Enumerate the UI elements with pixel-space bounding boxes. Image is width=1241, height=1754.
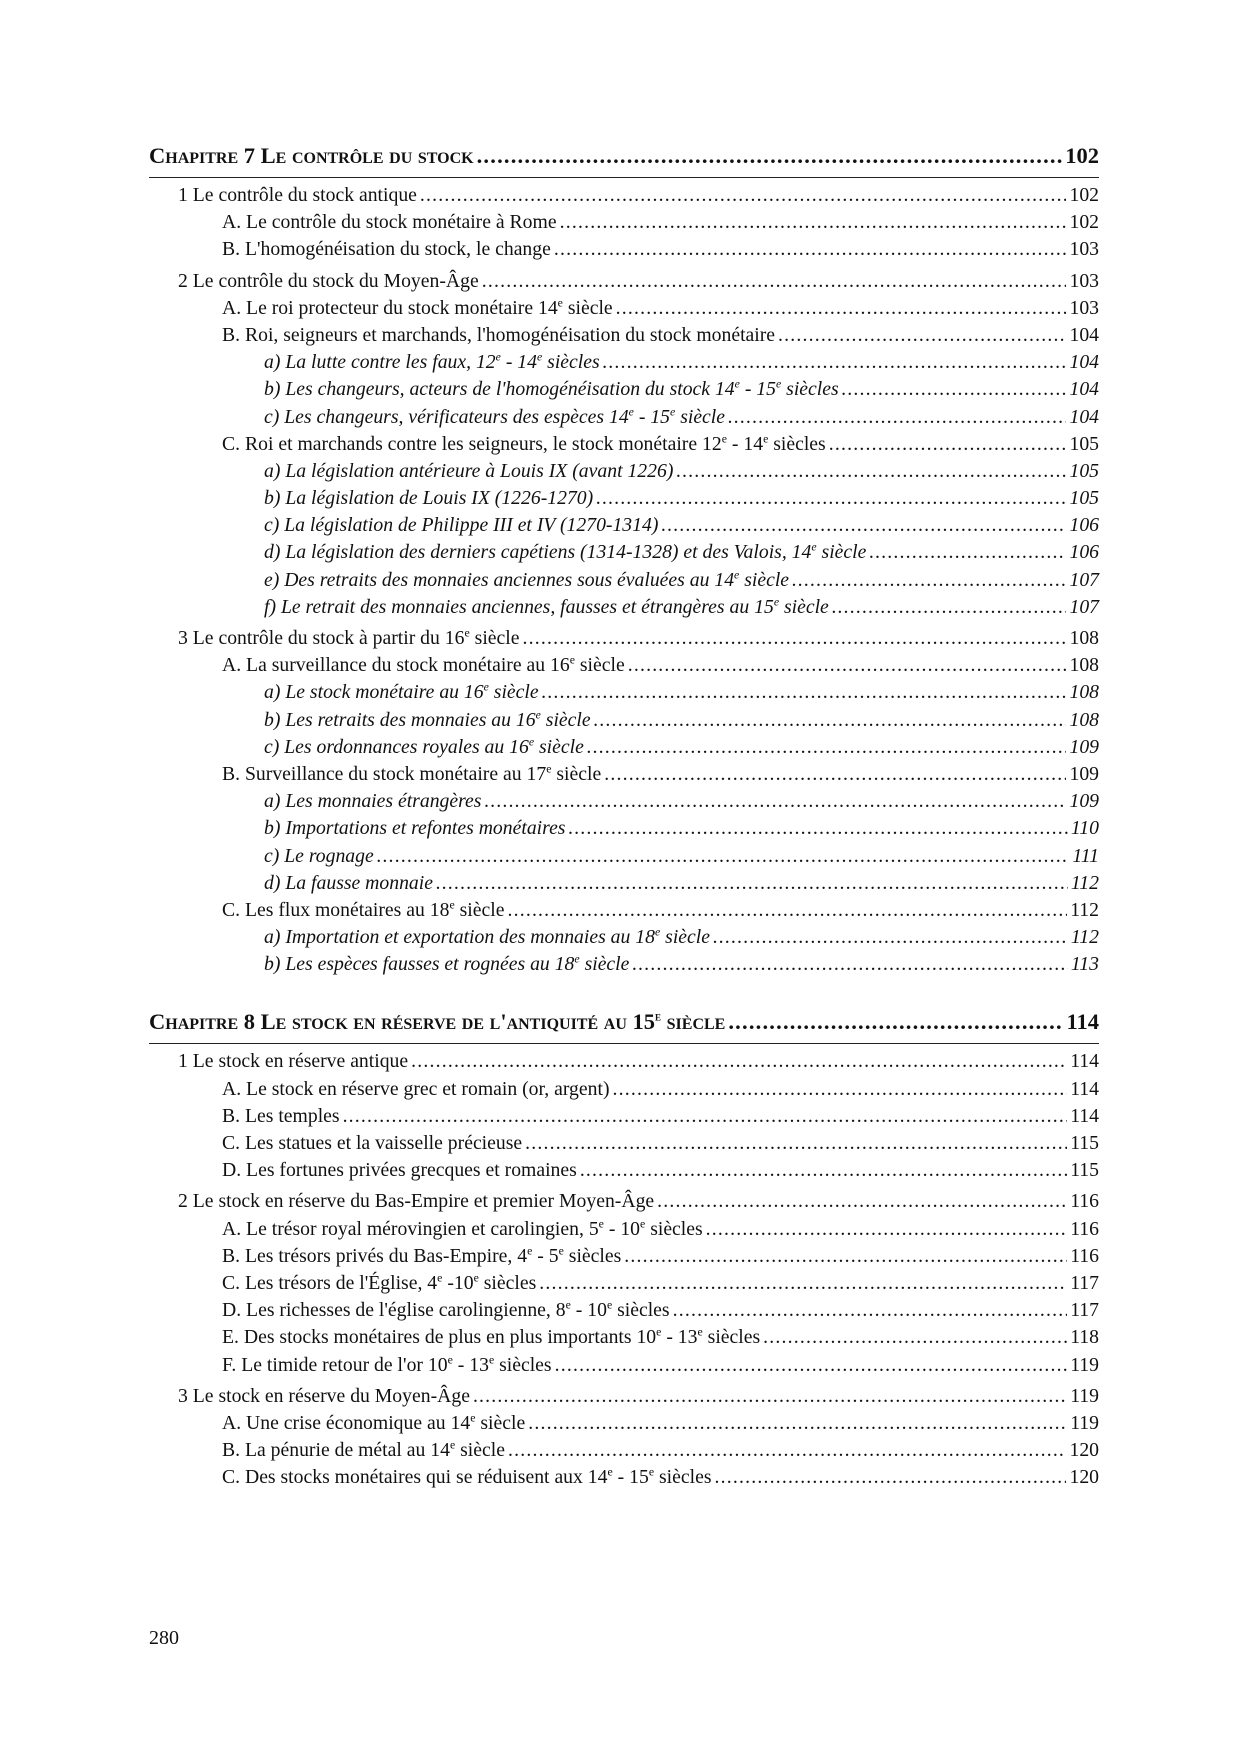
toc-entry-title: f) Le retrait des monnaies anciennes, fausses et étrangères au 15e siècle [264,594,829,618]
toc-subsection[interactable] [149,431,1099,458]
toc-entry-title: c) Les changeurs, vérificateurs des espèces 14e - 15e siècle [264,403,726,428]
toc-entry-title: d) La législation des derniers capétiens (1314-1328) et des Valois, 14e siècle [264,539,867,564]
toc-subsection[interactable] [149,1324,1099,1351]
toc-subsubsection[interactable] [149,788,1099,815]
dot-leader [778,322,1066,349]
toc-page-number: 108 [1069,654,1099,677]
toc-subsubsection[interactable] [149,734,1099,761]
toc-subsubsection[interactable] [149,843,1099,870]
toc-subsubsection[interactable] [149,458,1099,485]
toc-entry-title: b) La législation de Louis IX (1226-1270) [264,487,594,510]
toc-page-number: 116 [1070,1244,1099,1267]
toc-page-number: 119 [1070,1384,1099,1407]
page-number: 280 [149,1627,179,1649]
dot-leader [554,236,1067,263]
toc-page-number: 109 [1069,790,1099,813]
dot-leader [568,815,1067,842]
toc-page-number: 106 [1069,514,1099,537]
dot-leader [473,1383,1067,1410]
dot-leader [628,652,1067,679]
dot-leader [713,924,1068,951]
toc-section[interactable] [149,1048,1099,1075]
toc-page-number: 107 [1069,568,1099,591]
toc-entry-title: E. Des stocks monétaires de plus en plus importants 10e - 13e siècles [222,1324,761,1349]
toc-section[interactable] [149,182,1099,209]
dot-leader [613,1076,1068,1103]
toc-page-number: 112 [1070,871,1099,894]
toc-entry-title: A. Le contrôle du stock monétaire à Rome [222,211,557,234]
toc-page-number: 119 [1070,1411,1099,1434]
toc-entry-title: 3 Le contrôle du stock à partir du 16e siècle [178,625,520,649]
dot-leader [728,1009,1063,1035]
dot-leader [525,1130,1067,1157]
dot-leader [616,295,1067,322]
chapter-title: Chapitre 7 Le contrôle du stock [149,143,474,168]
toc-subsection[interactable] [149,295,1099,322]
toc-entry-title: B. L'homogénéisation du stock, le change [222,238,551,261]
dot-leader [580,1157,1067,1184]
dot-leader [657,1188,1067,1215]
dot-leader [603,349,1067,376]
toc-page-number: 104 [1069,323,1099,346]
dot-leader [842,376,1067,403]
toc-entry-title: 1 Le contrôle du stock antique [178,184,417,206]
toc-page-number: 103 [1069,238,1099,261]
toc-page-number: 107 [1069,595,1099,618]
toc-entry-title: A. Le stock en réserve grec et romain (or, argent) [222,1077,610,1100]
toc-entry-title: C. Les flux monétaires au 18e siècle [222,897,505,921]
dot-leader [343,1103,1068,1130]
toc-subsection[interactable] [149,897,1099,924]
toc-page-number: 108 [1069,681,1099,704]
toc-page-number: 110 [1070,817,1099,840]
toc-subsubsection[interactable] [149,539,1099,566]
dot-leader [829,431,1067,458]
toc-entry-title: e) Des retraits des monnaies anciennes sous évaluées au 14e siècle [264,567,790,591]
toc-subsection[interactable] [149,1270,1099,1297]
toc-subsubsection[interactable] [149,567,1099,594]
toc-entry-title: B. Les temples [222,1104,340,1127]
dot-leader [596,485,1066,512]
toc-page-number: 108 [1069,627,1099,649]
dot-leader [632,951,1068,978]
toc-entry-title: 1 Le stock en réserve antique [178,1050,409,1073]
dot-leader [560,209,1067,236]
toc-subsection[interactable] [149,236,1099,263]
toc-entry-title: c) Les ordonnances royales au 16e siècle [264,734,584,758]
toc-entry-title: d) La fausse monnaie [264,871,433,894]
toc-page-number: 105 [1069,459,1099,482]
toc-page-number: 102 [1069,184,1099,206]
dot-leader [477,143,1063,169]
toc-page-number: 112 [1070,926,1099,949]
toc-subsection[interactable] [149,1352,1099,1379]
toc-subsubsection[interactable] [149,815,1099,842]
toc-page-number: 119 [1070,1353,1099,1376]
chapter-heading[interactable] [149,143,1099,178]
dot-leader [706,1216,1068,1243]
dot-leader [714,1464,1066,1491]
toc-page-number: 118 [1070,1326,1099,1349]
toc-entry-title: B. Roi, seigneurs et marchands, l'homogénéisation du stock monétaire [222,323,776,346]
toc-entry-title: A. Le roi protecteur du stock monétaire 14e siècle [222,295,613,319]
toc-subsubsection[interactable] [149,376,1099,403]
toc-page-number: 112 [1070,898,1099,921]
dot-leader [763,1324,1067,1351]
dot-leader [594,707,1067,734]
toc-entry-title: b) Les retraits des monnaies au 16e siècle [264,707,591,731]
dot-leader [661,512,1066,539]
toc-page-number: 106 [1069,541,1099,564]
toc-subsubsection[interactable] [149,707,1099,734]
dot-leader [484,788,1066,815]
toc-page-number: 108 [1069,708,1099,731]
toc-entry-title: b) Les espèces fausses et rognées au 18e siècle [264,951,630,976]
toc-entry-title: c) Le rognage [264,844,374,867]
toc-entry-title: A. Le trésor royal mérovingien et carolingien, 5e - 10e siècles [222,1216,703,1240]
toc-entry-title: C. Roi et marchands contre les seigneurs, le stock monétaire 12e - 14e siècles [222,431,826,455]
chapter-title: Chapitre 8 Le stock en réserve de l'antiquité au 15e siècle [149,1008,726,1035]
toc-page-number: 111 [1072,844,1099,867]
dot-leader [420,182,1067,209]
toc-entry-title: 2 Le contrôle du stock du Moyen-Âge [178,269,479,292]
dot-leader [507,897,1067,924]
toc-subsection[interactable] [149,1157,1099,1184]
dot-leader [528,1410,1067,1437]
toc-entry-title: a) Importation et exportation des monnaies au 18e siècle [264,924,710,949]
toc-page-number: 120 [1069,1466,1099,1489]
toc-page-number: 115 [1070,1159,1099,1182]
toc-subsubsection[interactable] [149,870,1099,897]
toc-page-number: 116 [1070,1217,1099,1240]
toc-subsection[interactable] [149,209,1099,236]
toc-entry-title: A. La surveillance du stock monétaire au 16e siècle [222,652,625,677]
toc-entry-title: C. Les trésors de l'Église, 4e -10e siècles [222,1270,537,1294]
toc-entry-title: D. Les fortunes privées grecques et romaines [222,1159,577,1182]
toc-subsection[interactable] [149,1437,1099,1464]
dot-leader [411,1048,1067,1075]
toc-page-number: 104 [1069,378,1099,401]
toc-page-number: 105 [1069,487,1099,510]
dot-leader [508,1437,1067,1464]
toc-subsection[interactable] [149,1103,1099,1130]
dot-leader [587,734,1067,761]
toc-subsection[interactable] [149,1243,1099,1270]
toc-entry-title: a) Le stock monétaire au 16e siècle [264,679,539,704]
dot-leader [542,679,1067,706]
toc-subsection[interactable] [149,652,1099,679]
dot-leader [555,1352,1068,1379]
dot-leader [728,404,1066,431]
dot-leader [436,870,1068,897]
toc-page-number: 114 [1070,1104,1099,1127]
toc-subsubsection[interactable] [149,349,1099,376]
toc-entry-title: B. La pénurie de métal au 14e siècle [222,1437,505,1462]
toc-subsubsection[interactable] [149,679,1099,706]
toc-page-number: 104 [1069,351,1099,374]
toc-page-number: 114 [1070,1077,1099,1100]
toc-page-number: 117 [1070,1271,1099,1294]
dot-leader [377,843,1070,870]
toc-entry-title: F. Le timide retour de l'or 10e - 13e siècles [222,1351,552,1376]
dot-leader [522,625,1066,652]
toc-subsection[interactable] [149,1410,1099,1437]
toc-entry-title: A. Une crise économique au 14e siècle [222,1410,526,1434]
toc-page-number: 114 [1070,1050,1099,1073]
toc-entry-title: C. Des stocks monétaires qui se réduisent aux 14e - 15e siècles [222,1464,712,1489]
toc-entry-title: B. Surveillance du stock monétaire au 17e siècle [222,761,602,785]
table-of-contents [149,143,1099,1491]
dot-leader [792,567,1066,594]
toc-page-number: 116 [1070,1190,1099,1213]
toc-entry-title: c) La législation de Philippe III et IV (1270-1314) [264,514,659,537]
toc-entry-title: 2 Le stock en réserve du Bas-Empire et premier Moyen-Âge [178,1190,655,1213]
toc-entry-title: a) La lutte contre les faux, 12e - 14e siècles [264,349,600,374]
toc-entry-title: a) La législation antérieure à Louis IX (avant 1226) [264,459,674,482]
toc-entry-title: D. Les richesses de l'église carolingienne, 8e - 10e siècles [222,1297,670,1322]
dot-leader [604,761,1066,788]
toc-section[interactable] [149,1188,1099,1215]
toc-section[interactable] [149,1383,1099,1410]
toc-page-number: 109 [1069,762,1099,785]
toc-subsection[interactable] [149,1464,1099,1491]
toc-subsection[interactable] [149,761,1099,788]
toc-page-number: 109 [1069,735,1099,758]
chapter-heading[interactable] [149,1009,1099,1044]
toc-page-number: 103 [1069,296,1099,319]
dot-leader [676,458,1066,485]
dot-leader [832,594,1067,621]
toc-entry-title: a) Les monnaies étrangères [264,790,482,813]
toc-entry-title: C. Les statues et la vaisselle précieuse [222,1132,523,1154]
toc-subsubsection[interactable] [149,512,1099,539]
toc-page-number: 102 [1069,211,1099,234]
dot-leader [624,1243,1067,1270]
toc-page-number: 120 [1069,1439,1099,1462]
toc-subsubsection[interactable] [149,485,1099,512]
toc-entry-title: b) Importations et refontes monétaires [264,817,566,840]
toc-page-number: 113 [1070,953,1099,976]
toc-subsection[interactable] [149,1076,1099,1103]
toc-entry-title: 3 Le stock en réserve du Moyen-Âge [178,1384,470,1407]
toc-entry-title: b) Les changeurs, acteurs de l'homogénéisation du stock 14e - 15e siècles [264,376,839,401]
toc-subsubsection[interactable] [149,594,1099,621]
toc-section[interactable] [149,268,1099,295]
chapter-page-number: 102 [1065,143,1099,168]
toc-subsection[interactable] [149,322,1099,349]
toc-subsubsection[interactable] [149,924,1099,951]
chapter-page-number: 114 [1066,1009,1099,1035]
toc-page-number: 104 [1069,405,1099,428]
toc-subsection[interactable] [149,1297,1099,1324]
dot-leader [482,268,1067,295]
toc-subsubsection[interactable] [149,951,1099,978]
toc-section[interactable] [149,625,1099,652]
toc-page-number: 105 [1069,432,1099,455]
toc-entry-title: B. Les trésors privés du Bas-Empire, 4e - 5e siècles [222,1243,622,1267]
dot-leader [673,1297,1068,1324]
toc-page-number: 103 [1069,269,1099,292]
toc-subsection[interactable] [149,1130,1099,1157]
dot-leader [869,539,1066,566]
dot-leader [539,1270,1067,1297]
toc-subsection[interactable] [149,1216,1099,1243]
toc-page-number: 117 [1070,1299,1099,1322]
toc-subsubsection[interactable] [149,404,1099,431]
toc-page-number: 115 [1070,1132,1099,1154]
